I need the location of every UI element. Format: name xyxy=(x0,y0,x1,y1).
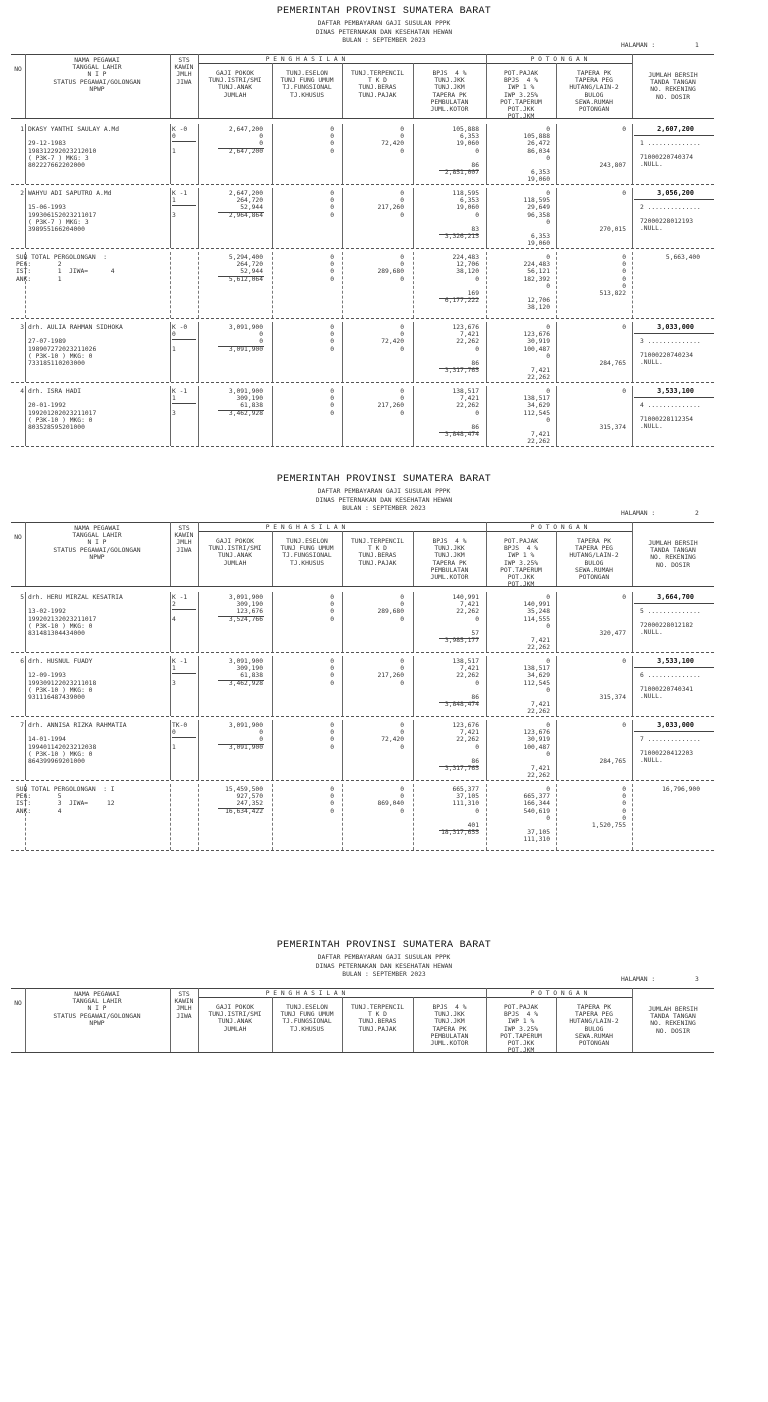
bpjs-values: 138,517 7,421 22,262 0 86 3,848,474 xyxy=(444,388,479,439)
signature-line: 1 .............. xyxy=(640,140,701,147)
tapera-values: 0 243,807 xyxy=(599,126,626,170)
gaji-values: 3,091,900 309,190 61,838 3,462,928 xyxy=(228,658,263,687)
column-divider xyxy=(342,63,343,118)
row-separator xyxy=(11,850,714,851)
gaji-values: 5,294,400 264,720 52,944 5,612,064 xyxy=(228,254,263,283)
header-no: NO xyxy=(14,1000,22,1007)
column-divider xyxy=(25,322,26,382)
row-number: 4 xyxy=(20,388,24,395)
column-divider xyxy=(486,988,487,1052)
gaji-values: 3,091,900 0 0 3,091,900 xyxy=(228,722,263,751)
header-terpencil: TUNJ.TERPENCIL T K D TUNJ.BERAS TUNJ.PAJAK xyxy=(350,538,405,567)
eselon-values: 0 0 0 0 xyxy=(330,126,334,155)
header-bpjs: BPJS 4 % TUNJ.JKK TUNJ.JKM TAPERA PK PEMBULATAN JUML.KOTOR xyxy=(430,538,469,582)
sts-rule xyxy=(172,609,196,610)
eselon-values: 0 0 0 0 xyxy=(330,722,334,751)
header-gaji: GAJI POKOK TUNJ.ISTRI/SMI TUNJ.ANAK JUMLAH xyxy=(208,538,262,567)
account-number: 71000220740374 .NULL. xyxy=(640,154,694,169)
bpjs-values: 665,377 37,105 111,310 0 401 18,317,655 xyxy=(441,786,479,837)
tapera-values: 0 284,765 xyxy=(599,324,626,368)
row-number: 5 xyxy=(20,594,24,601)
header-terpencil: TUNJ.TERPENCIL T K D TUNJ.BERAS TUNJ.PAJAK xyxy=(350,70,405,99)
column-divider xyxy=(198,54,199,118)
document-subtitle: BULAN : SEPTEMBER 2023 xyxy=(342,971,426,978)
employee-info: drh. ISRA HADI 20-01-1992 199201202023211017 ( P3K-10 ) MKG: 0 803528595201000 xyxy=(28,388,97,432)
terpencil-values: 0 0 217,260 0 xyxy=(377,190,404,219)
column-divider xyxy=(413,63,414,118)
column-divider xyxy=(272,531,273,586)
eselon-values: 0 0 0 0 xyxy=(330,388,334,417)
pajak-values: 0 105,888 26,472 86,034 0 6,353 19,060 xyxy=(523,126,550,184)
row-separator xyxy=(11,382,714,383)
page-number: 2 xyxy=(695,510,699,517)
document-subtitle: DAFTAR PEMBAYARAN GAJI SUSULAN PPPK xyxy=(317,954,451,961)
document-title: PEMERINTAH PROVINSI SUMATERA BARAT xyxy=(276,474,492,485)
header-gaji: GAJI POKOK TUNJ.ISTRI/SMI TUNJ.ANAK JUMLAH xyxy=(208,1004,262,1033)
header-nama: NAMA PEGAWAI TANGGAL LAHIR N I P STATUS PEGAWAI/GOLONGAN NPWP xyxy=(53,525,141,561)
header-potongan: P O T O N G A N xyxy=(530,56,588,63)
pajak-values: 0 138,517 34,629 112,545 0 7,421 22,262 xyxy=(523,658,550,716)
column-divider xyxy=(170,656,171,716)
kotor-sum-rule xyxy=(439,234,479,235)
net-salary: 3,033,000 xyxy=(657,323,694,331)
net-rule xyxy=(634,667,714,668)
bpjs-values: 224,483 12,706 38,120 0 169 6,177,222 xyxy=(444,254,479,305)
header-tapera: TAPERA PK TAPERA PEG HUTANG/LAIN-2 BULOG SEWA.RUMAH POTONGAN xyxy=(569,1004,619,1048)
row-number: 3 xyxy=(20,324,24,331)
page-2 xyxy=(0,468,768,936)
row-separator xyxy=(11,184,714,185)
sts-rule xyxy=(172,673,196,674)
bpjs-values: 105,888 6,353 19,060 0 86 2,851,007 xyxy=(444,126,479,177)
header-sts: STS KAWIN JMLH JIWA xyxy=(174,991,194,1020)
kotor-sum-rule xyxy=(439,170,479,171)
terpencil-values: 0 0 72,420 0 xyxy=(381,126,404,155)
eselon-values: 0 0 0 0 xyxy=(330,324,334,353)
column-divider xyxy=(632,252,633,318)
column-divider xyxy=(170,124,171,184)
header-gaji: GAJI POKOK TUNJ.ISTRI/SMI TUNJ.ANAK JUMLAH xyxy=(208,70,262,99)
net-salary: 3,533,100 xyxy=(657,657,694,665)
marital-status: K -1 1 3 xyxy=(172,658,188,687)
bpjs-values: 123,676 7,421 22,262 0 86 3,317,765 xyxy=(444,722,479,773)
signature-line: 3 .............. xyxy=(640,338,701,345)
sts-rule xyxy=(172,141,196,142)
column-divider xyxy=(342,997,343,1052)
net-rule xyxy=(634,135,714,136)
column-divider xyxy=(632,988,633,1052)
row-number: 7 xyxy=(20,722,24,729)
pajak-values: 0 665,377 166,344 540,619 0 37,105 111,310 xyxy=(523,786,550,844)
column-divider xyxy=(170,522,171,586)
header-pajak: POT.PAJAK BPJS 4 % IWP 1 % IWP 3.25% POT.TAPERUM POT.JKK POT.JKM xyxy=(500,70,542,121)
net-rule xyxy=(634,333,714,334)
page-number-label: HALAMAN : 2 xyxy=(621,510,699,517)
column-divider xyxy=(486,54,487,118)
net-salary: 3,664,700 xyxy=(657,593,694,601)
header-penghasilan: P E N G H A S I L A N xyxy=(265,990,346,997)
header-eselon: TUNJ.ESELON TUNJ FUNG UMUM TJ.FUNGSIONAL TJ.KHUSUS xyxy=(280,1004,334,1033)
row-number: 1 xyxy=(20,126,24,133)
gaji-sum-rule xyxy=(218,148,264,149)
eselon-values: 0 0 0 0 xyxy=(330,254,334,283)
terpencil-values: 0 0 72,420 0 xyxy=(381,324,404,353)
document-subtitle: DINAS PETERNAKAN DAN KESEHATAN HEWAN xyxy=(315,962,453,970)
bpjs-values: 138,517 7,421 22,262 0 86 3,848,474 xyxy=(444,658,479,709)
column-divider xyxy=(556,63,557,118)
row-separator xyxy=(11,248,714,249)
net-salary: 2,607,200 xyxy=(657,125,694,133)
kotor-sum-rule xyxy=(439,830,479,831)
terpencil-values: 0 0 217,260 0 xyxy=(377,388,404,417)
tapera-values: 0 0 0 0 0 1,520,755 xyxy=(591,786,626,830)
document-subtitle: BULAN : SEPTEMBER 2023 xyxy=(342,505,426,512)
row-separator xyxy=(11,716,714,717)
kotor-sum-rule xyxy=(439,368,479,369)
employee-info: drh. HERU MIRZAL KESATRIA 13-02-1992 199202132023211017 ( P3K-10 ) MKG: 0 831481304434000 xyxy=(28,594,123,638)
tapera-values: 0 270,015 xyxy=(599,190,626,234)
column-divider xyxy=(25,988,26,1052)
header-no: NO xyxy=(14,534,22,541)
tapera-values: 0 0 0 0 0 513,822 xyxy=(599,254,626,298)
sts-rule xyxy=(172,339,196,340)
marital-status: TK-0 0 1 xyxy=(172,722,188,751)
column-divider xyxy=(486,522,487,586)
document-title: PEMERINTAH PROVINSI SUMATERA BARAT xyxy=(276,940,492,951)
header-pajak: POT.PAJAK BPJS 4 % IWP 1 % IWP 3.25% POT.TAPERUM POT.JKK POT.JKM xyxy=(500,1004,542,1055)
header-sts: STS KAWIN JMLH JIWA xyxy=(174,525,194,554)
column-divider xyxy=(25,656,26,716)
header-nama: NAMA PEGAWAI TANGGAL LAHIR N I P STATUS PEGAWAI/GOLONGAN NPWP xyxy=(53,57,141,93)
gaji-sum-rule xyxy=(218,808,264,809)
header-tapera: TAPERA PK TAPERA PEG HUTANG/LAIN-2 BULOG SEWA.RUMAH POTONGAN xyxy=(569,70,619,114)
column-divider xyxy=(272,63,273,118)
header-nama: NAMA PEGAWAI TANGGAL LAHIR N I P STATUS PEGAWAI/GOLONGAN NPWP xyxy=(53,991,141,1027)
column-divider xyxy=(25,592,26,652)
signature-line: 6 .............. xyxy=(640,672,701,679)
page-3 xyxy=(0,934,768,1402)
header-jumlah: JUMLAH BERSIH TANDA TANGAN NO. REKENING NO. DOSIR xyxy=(648,540,698,569)
gaji-sum-rule xyxy=(218,346,264,347)
header-eselon: TUNJ.ESELON TUNJ FUNG UMUM TJ.FUNGSIONAL TJ.KHUSUS xyxy=(280,538,334,567)
gaji-sum-rule xyxy=(218,276,264,277)
document-subtitle: BULAN : SEPTEMBER 2023 xyxy=(342,37,426,44)
terpencil-values: 0 0 289,680 0 xyxy=(377,594,404,623)
row-number: 6 xyxy=(20,658,24,665)
gaji-values: 15,459,500 927,570 247,352 16,634,422 xyxy=(225,786,263,815)
row-separator xyxy=(11,446,714,447)
marital-status: K -1 1 3 xyxy=(172,388,188,417)
account-number: 71000220740234 .NULL. xyxy=(640,352,694,367)
column-divider xyxy=(170,322,171,382)
document-subtitle: DAFTAR PEMBAYARAN GAJI SUSULAN PPPK xyxy=(317,20,451,27)
header-potongan: P O T O N G A N xyxy=(530,990,588,997)
table-header-bottom-rule xyxy=(11,586,714,587)
document-subtitle: DAFTAR PEMBAYARAN GAJI SUSULAN PPPK xyxy=(317,488,451,495)
row-number: 2 xyxy=(20,190,24,197)
account-number: 72000228012182 .NULL. xyxy=(640,622,694,637)
pajak-values: 0 224,483 56,121 182,392 0 12,706 38,120 xyxy=(523,254,550,312)
gaji-sum-rule xyxy=(218,680,264,681)
column-divider xyxy=(170,188,171,248)
column-divider xyxy=(413,997,414,1052)
employee-info: DKASY YANTHI SAULAY A.Md 29-12-1983 198312292023212010 ( P3K-7 ) MKG: 3 802227662202000 xyxy=(28,126,119,170)
account-number: 71000220740341 .NULL. xyxy=(640,686,694,701)
employee-info: WAHYU ADI SAPUTRO A.Md 15-06-1993 199306152023211017 ( P3K-7 ) MKG: 3 398955166204000 xyxy=(28,190,112,234)
marital-status: K -0 0 1 xyxy=(172,324,188,353)
header-pajak: POT.PAJAK BPJS 4 % IWP 1 % IWP 3.25% POT.TAPERUM POT.JKK POT.JKM xyxy=(500,538,542,589)
gaji-sum-rule xyxy=(218,616,264,617)
net-rule xyxy=(634,731,714,732)
gaji-values: 2,647,200 0 0 2,647,200 xyxy=(228,126,263,155)
header-sts: STS KAWIN JMLH JIWA xyxy=(174,57,194,86)
column-divider xyxy=(170,988,171,1052)
column-divider xyxy=(25,720,26,780)
column-divider xyxy=(272,997,273,1052)
eselon-values: 0 0 0 0 xyxy=(330,786,334,815)
page-number: 3 xyxy=(695,976,699,983)
row-separator xyxy=(11,318,714,319)
kotor-sum-rule xyxy=(439,766,479,767)
gaji-values: 3,091,900 309,190 123,676 3,524,766 xyxy=(228,594,263,623)
gaji-sum-rule xyxy=(218,744,264,745)
header-bpjs: BPJS 4 % TUNJ.JKK TUNJ.JKM TAPERA PK PEMBULATAN JUML.KOTOR xyxy=(430,1004,469,1048)
tapera-values: 0 315,374 xyxy=(599,388,626,432)
gaji-values: 3,091,900 309,190 61,838 3,462,928 xyxy=(228,388,263,417)
gaji-values: 3,091,900 0 0 3,091,900 xyxy=(228,324,263,353)
column-divider xyxy=(25,54,26,118)
eselon-values: 0 0 0 0 xyxy=(330,594,334,623)
signature-line: 2 .............. xyxy=(640,204,701,211)
tapera-values: 0 315,374 xyxy=(599,658,626,702)
column-divider xyxy=(198,522,199,586)
subtotal-net: 16,796,900 xyxy=(662,786,700,793)
terpencil-values: 0 0 217,260 0 xyxy=(377,658,404,687)
gaji-values: 2,647,200 264,720 52,944 2,964,864 xyxy=(228,190,263,219)
header-tapera: TAPERA PK TAPERA PEG HUTANG/LAIN-2 BULOG SEWA.RUMAH POTONGAN xyxy=(569,538,619,582)
account-number: 71000228112354 .NULL. xyxy=(640,416,694,431)
header-penghasilan: P E N G H A S I L A N xyxy=(265,56,346,63)
terpencil-values: 0 0 72,420 0 xyxy=(381,722,404,751)
header-potongan: P O T O N G A N xyxy=(530,524,588,531)
sts-rule xyxy=(172,403,196,404)
page-1 xyxy=(0,0,768,468)
net-salary: 3,056,200 xyxy=(657,189,694,197)
account-number: 72000228012193 .NULL. xyxy=(640,218,694,233)
column-divider xyxy=(632,54,633,118)
column-divider xyxy=(25,386,26,446)
page-number-label: HALAMAN : 1 xyxy=(621,42,699,49)
subtotal-net: 5,663,400 xyxy=(665,254,700,261)
pajak-values: 0 123,676 30,919 100,487 0 7,421 22,262 xyxy=(523,722,550,780)
header-eselon: TUNJ.ESELON TUNJ FUNG UMUM TJ.FUNGSIONAL TJ.KHUSUS xyxy=(280,70,334,99)
bpjs-values: 140,991 7,421 22,262 0 57 3,985,177 xyxy=(444,594,479,645)
kotor-sum-rule xyxy=(439,298,479,299)
column-divider xyxy=(25,522,26,586)
tapera-values: 0 284,765 xyxy=(599,722,626,766)
column-divider xyxy=(556,997,557,1052)
page-number: 1 xyxy=(695,42,699,49)
header-jumlah: JUMLAH BERSIH TANDA TANGAN NO. REKENING NO. DOSIR xyxy=(648,1006,698,1035)
employee-info: drh. ANNISA RIZKA RAHMATIA 14-01-1994 199401142023212038 ( P3K-10 ) MKG: 0 864399969201000 xyxy=(28,722,127,766)
eselon-values: 0 0 0 0 xyxy=(330,658,334,687)
kotor-sum-rule xyxy=(439,432,479,433)
column-divider xyxy=(25,124,26,184)
header-bpjs: BPJS 4 % TUNJ.JKK TUNJ.JKM TAPERA PK PEMBULATAN JUML.KOTOR xyxy=(430,70,469,114)
document-title: PEMERINTAH PROVINSI SUMATERA BARAT xyxy=(276,6,492,17)
table-top-rule xyxy=(11,988,714,989)
eselon-values: 0 0 0 0 xyxy=(330,190,334,219)
signature-line: 5 .............. xyxy=(640,608,701,615)
bpjs-values: 118,595 6,353 19,060 0 83 3,326,215 xyxy=(444,190,479,241)
net-salary: 3,533,100 xyxy=(657,387,694,395)
sts-rule xyxy=(172,737,196,738)
table-top-rule xyxy=(11,54,714,55)
marital-status: K -1 2 4 xyxy=(172,594,188,623)
gaji-sum-rule xyxy=(218,410,264,411)
column-divider xyxy=(170,386,171,446)
page-number-label: HALAMAN : 3 xyxy=(621,976,699,983)
net-rule xyxy=(634,397,714,398)
net-rule xyxy=(634,199,714,200)
net-rule xyxy=(634,603,714,604)
kotor-sum-rule xyxy=(439,638,479,639)
document-subtitle: DINAS PETERNAKAN DAN KESEHATAN HEWAN xyxy=(315,496,453,504)
column-divider xyxy=(170,720,171,780)
row-separator xyxy=(11,652,714,653)
column-divider xyxy=(170,54,171,118)
terpencil-values: 0 0 289,680 0 xyxy=(377,254,404,283)
account-number: 71000220412203 .NULL. xyxy=(640,750,694,765)
terpencil-values: 0 0 869,040 0 xyxy=(377,786,404,815)
header-no: NO xyxy=(14,66,22,73)
column-divider xyxy=(413,531,414,586)
table-header-bottom-rule xyxy=(11,118,714,119)
pajak-values: 0 138,517 34,629 112,545 0 7,421 22,262 xyxy=(523,388,550,446)
column-divider xyxy=(556,531,557,586)
pajak-values: 0 140,991 35,248 114,555 0 7,421 22,262 xyxy=(523,594,550,652)
header-penghasilan: P E N G H A S I L A N xyxy=(265,524,346,531)
column-divider xyxy=(342,531,343,586)
column-divider xyxy=(632,522,633,586)
employee-info: drh. HUSNUL FUADY 12-09-1993 199309122023211018 ( P3K-10 ) MKG: 0 931116487439000 xyxy=(28,658,97,702)
table-top-rule xyxy=(11,522,714,523)
column-divider xyxy=(198,988,199,1052)
header-jumlah: JUMLAH BERSIH TANDA TANGAN NO. REKENING NO. DOSIR xyxy=(648,72,698,101)
tapera-values: 0 320,477 xyxy=(599,594,626,638)
subtotal-label: SUB TOTAL PERGOLONGAN : PEG: 2 IST: 1 JIWA= 4 ANK: 1 xyxy=(16,254,115,283)
pajak-values: 0 118,595 29,649 96,358 0 6,353 19,060 xyxy=(523,190,550,248)
net-salary: 3,033,000 xyxy=(657,721,694,729)
signature-line: 4 .............. xyxy=(640,402,701,409)
subtotal-label: SUB TOTAL PERGOLONGAN : I PEG: 5 IST: 3 JIWA= 12 ANK: 4 xyxy=(16,786,115,815)
employee-info: drh. AULIA RAHMAN SIDHOKA 27-07-1989 198907272023211026 ( P3K-10 ) MKG: 0 733185110203000 xyxy=(28,324,123,368)
header-terpencil: TUNJ.TERPENCIL T K D TUNJ.BERAS TUNJ.PAJAK xyxy=(350,1004,405,1033)
column-divider xyxy=(632,784,633,850)
bpjs-values: 123,676 7,421 22,262 0 86 3,317,765 xyxy=(444,324,479,375)
marital-status: K -0 0 1 xyxy=(172,126,188,155)
table-header-bottom-rule xyxy=(11,1052,714,1053)
marital-status: K -1 1 3 xyxy=(172,190,188,219)
gaji-sum-rule xyxy=(218,212,264,213)
sts-rule xyxy=(172,205,196,206)
document-subtitle: DINAS PETERNAKAN DAN KESEHATAN HEWAN xyxy=(315,28,453,36)
signature-line: 7 .............. xyxy=(640,736,701,743)
column-divider xyxy=(170,592,171,652)
pajak-values: 0 123,676 30,919 100,487 0 7,421 22,262 xyxy=(523,324,550,382)
kotor-sum-rule xyxy=(439,702,479,703)
row-separator xyxy=(11,780,714,781)
column-divider xyxy=(25,188,26,248)
